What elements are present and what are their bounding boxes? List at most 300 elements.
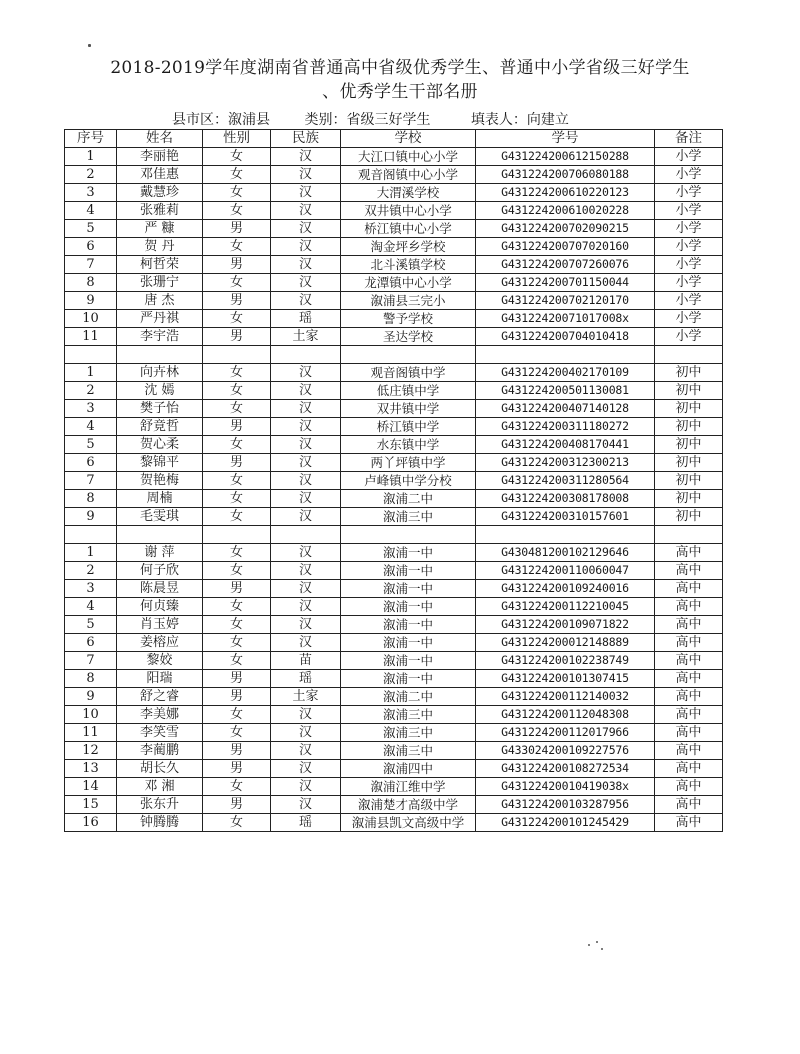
cell-gender: 男 xyxy=(203,742,271,760)
cell-index: 1 xyxy=(65,364,117,382)
document-title xyxy=(40,56,760,104)
cell-school: 溆浦一中 xyxy=(341,598,476,616)
empty-cell xyxy=(655,526,723,544)
table-row xyxy=(65,256,723,274)
cell-student-id: G431224200103287956 xyxy=(476,796,655,814)
cell-name: 阳瑞 xyxy=(117,670,203,688)
cell-index: 8 xyxy=(65,274,117,292)
cell-name: 贺艳梅 xyxy=(117,472,203,490)
cell-student-id: G431224200501130081 xyxy=(476,382,655,400)
cell-school: 双井镇中心小学 xyxy=(341,202,476,220)
cell-school: 溆浦县凯文高级中学 xyxy=(341,814,476,832)
empty-cell xyxy=(203,346,271,364)
table-row xyxy=(65,238,723,256)
cell-student-id: G431224200109071822 xyxy=(476,616,655,634)
cell-ethnicity: 汉 xyxy=(271,184,341,202)
cell-ethnicity: 汉 xyxy=(271,292,341,310)
table-row xyxy=(65,616,723,634)
student-roster-table xyxy=(64,129,723,832)
empty-cell xyxy=(341,346,476,364)
cell-remark: 小学 xyxy=(655,166,723,184)
cell-ethnicity: 汉 xyxy=(271,148,341,166)
cell-gender: 女 xyxy=(203,202,271,220)
cell-name: 舒之睿 xyxy=(117,688,203,706)
cell-index: 8 xyxy=(65,490,117,508)
table-row xyxy=(65,490,723,508)
cell-school: 低庄镇中学 xyxy=(341,382,476,400)
cell-name: 邓 湘 xyxy=(117,778,203,796)
cell-index: 3 xyxy=(65,580,117,598)
cell-ethnicity: 瑶 xyxy=(271,310,341,328)
cell-school: 大渭溪学校 xyxy=(341,184,476,202)
cell-school: 淘金坪乡学校 xyxy=(341,238,476,256)
cell-student-id: G430481200102129646 xyxy=(476,544,655,562)
scan-speck xyxy=(596,941,598,943)
cell-name: 张东升 xyxy=(117,796,203,814)
cell-remark: 高中 xyxy=(655,796,723,814)
cell-index: 2 xyxy=(65,382,117,400)
empty-cell xyxy=(117,526,203,544)
cell-student-id: G431224200402170109 xyxy=(476,364,655,382)
group-separator-row xyxy=(65,526,723,544)
cell-index: 6 xyxy=(65,238,117,256)
cell-gender: 女 xyxy=(203,310,271,328)
cell-gender: 女 xyxy=(203,544,271,562)
cell-gender: 女 xyxy=(203,562,271,580)
cell-gender: 女 xyxy=(203,148,271,166)
table-row xyxy=(65,274,723,292)
cell-remark: 高中 xyxy=(655,688,723,706)
header-student-id: 学号 xyxy=(476,130,655,148)
table-row xyxy=(65,220,723,238)
table-row xyxy=(65,472,723,490)
cell-student-id: G431224200407140128 xyxy=(476,400,655,418)
table-row xyxy=(65,310,723,328)
cell-name: 贺心柔 xyxy=(117,436,203,454)
cell-ethnicity: 汉 xyxy=(271,238,341,256)
cell-school: 溆浦江维中学 xyxy=(341,778,476,796)
cell-student-id: G431224200112048308 xyxy=(476,706,655,724)
cell-remark: 高中 xyxy=(655,742,723,760)
cell-ethnicity: 汉 xyxy=(271,400,341,418)
cell-name: 毛雯琪 xyxy=(117,508,203,526)
cell-school: 溆浦县三完小 xyxy=(341,292,476,310)
table-row xyxy=(65,544,723,562)
cell-school: 溆浦二中 xyxy=(341,490,476,508)
cell-student-id: G431224200311180272 xyxy=(476,418,655,436)
cell-gender: 男 xyxy=(203,688,271,706)
cell-ethnicity: 汉 xyxy=(271,760,341,778)
cell-index: 4 xyxy=(65,418,117,436)
table-row xyxy=(65,724,723,742)
cell-gender: 女 xyxy=(203,382,271,400)
cell-remark: 高中 xyxy=(655,634,723,652)
table-row xyxy=(65,364,723,382)
table-header-row xyxy=(65,130,723,148)
cell-remark: 高中 xyxy=(655,580,723,598)
cell-school: 龙潭镇中心小学 xyxy=(341,274,476,292)
cell-remark: 初中 xyxy=(655,400,723,418)
cell-name: 邓佳惠 xyxy=(117,166,203,184)
table-row xyxy=(65,184,723,202)
cell-name: 沈 嫣 xyxy=(117,382,203,400)
cell-remark: 小学 xyxy=(655,274,723,292)
cell-student-id: G431224200610220123 xyxy=(476,184,655,202)
cell-name: 樊子怡 xyxy=(117,400,203,418)
cell-student-id: G433024200109227576 xyxy=(476,742,655,760)
cell-school: 溆浦一中 xyxy=(341,562,476,580)
cell-ethnicity: 汉 xyxy=(271,724,341,742)
cell-school: 观音阁镇中心小学 xyxy=(341,166,476,184)
cell-gender: 女 xyxy=(203,166,271,184)
header-ethnicity: 民族 xyxy=(271,130,341,148)
cell-gender: 男 xyxy=(203,670,271,688)
cell-remark: 高中 xyxy=(655,760,723,778)
cell-ethnicity: 瑶 xyxy=(271,814,341,832)
cell-gender: 男 xyxy=(203,220,271,238)
header-name: 姓名 xyxy=(117,130,203,148)
empty-cell xyxy=(117,346,203,364)
scan-speck xyxy=(601,948,603,950)
empty-cell xyxy=(476,526,655,544)
cell-index: 5 xyxy=(65,436,117,454)
cell-index: 9 xyxy=(65,292,117,310)
cell-index: 4 xyxy=(65,598,117,616)
cell-school: 圣达学校 xyxy=(341,328,476,346)
table-row xyxy=(65,508,723,526)
header-school: 学校 xyxy=(341,130,476,148)
cell-index: 15 xyxy=(65,796,117,814)
empty-cell xyxy=(271,526,341,544)
cell-ethnicity: 汉 xyxy=(271,508,341,526)
cell-name: 严丹祺 xyxy=(117,310,203,328)
cell-student-id: G431224200408170441 xyxy=(476,436,655,454)
cell-ethnicity: 瑶 xyxy=(271,670,341,688)
cell-remark: 高中 xyxy=(655,778,723,796)
cell-name: 李蔺鹏 xyxy=(117,742,203,760)
cell-name: 胡长久 xyxy=(117,760,203,778)
cell-index: 7 xyxy=(65,472,117,490)
empty-cell xyxy=(341,526,476,544)
empty-cell xyxy=(203,526,271,544)
header-gender: 性别 xyxy=(203,130,271,148)
table-row xyxy=(65,202,723,220)
cell-remark: 小学 xyxy=(655,292,723,310)
cell-name: 周楠 xyxy=(117,490,203,508)
table-row xyxy=(65,652,723,670)
table-row xyxy=(65,328,723,346)
table-row xyxy=(65,400,723,418)
cell-index: 5 xyxy=(65,220,117,238)
table-row xyxy=(65,796,723,814)
cell-school: 溆浦一中 xyxy=(341,670,476,688)
cell-ethnicity: 土家 xyxy=(271,328,341,346)
cell-student-id: G431224200707020160 xyxy=(476,238,655,256)
cell-student-id: G431224200102238749 xyxy=(476,652,655,670)
cell-student-id: G431224200702090215 xyxy=(476,220,655,238)
cell-name: 李宇浩 xyxy=(117,328,203,346)
cell-school: 溆浦一中 xyxy=(341,544,476,562)
county-field: 县市区：溆浦县 xyxy=(172,112,270,128)
cell-name: 李丽艳 xyxy=(117,148,203,166)
cell-remark: 高中 xyxy=(655,616,723,634)
cell-school: 两丫坪镇中学 xyxy=(341,454,476,472)
cell-school: 溆浦一中 xyxy=(341,634,476,652)
cell-index: 11 xyxy=(65,724,117,742)
cell-student-id: G431224200012148889 xyxy=(476,634,655,652)
cell-school: 大江口镇中心小学 xyxy=(341,148,476,166)
cell-remark: 小学 xyxy=(655,184,723,202)
cell-gender: 女 xyxy=(203,238,271,256)
cell-index: 9 xyxy=(65,688,117,706)
cell-gender: 女 xyxy=(203,184,271,202)
cell-index: 7 xyxy=(65,256,117,274)
cell-index: 3 xyxy=(65,400,117,418)
cell-gender: 女 xyxy=(203,616,271,634)
form-meta xyxy=(172,109,569,129)
cell-remark: 初中 xyxy=(655,418,723,436)
cell-gender: 女 xyxy=(203,490,271,508)
cell-name: 张珊宁 xyxy=(117,274,203,292)
cell-gender: 男 xyxy=(203,256,271,274)
cell-remark: 小学 xyxy=(655,238,723,256)
cell-school: 双井镇中学 xyxy=(341,400,476,418)
cell-ethnicity: 汉 xyxy=(271,562,341,580)
cell-school: 卢峰镇中学分校 xyxy=(341,472,476,490)
cell-student-id: G431224200702120170 xyxy=(476,292,655,310)
title-line-2: 、优秀学生干部名册 xyxy=(322,82,478,102)
cell-student-id: G431224200112140032 xyxy=(476,688,655,706)
cell-remark: 高中 xyxy=(655,598,723,616)
cell-remark: 高中 xyxy=(655,706,723,724)
cell-school: 北斗溪镇学校 xyxy=(341,256,476,274)
cell-index: 13 xyxy=(65,760,117,778)
cell-remark: 初中 xyxy=(655,472,723,490)
cell-gender: 男 xyxy=(203,580,271,598)
cell-gender: 男 xyxy=(203,760,271,778)
cell-ethnicity: 汉 xyxy=(271,778,341,796)
cell-school: 桥江镇中心小学 xyxy=(341,220,476,238)
cell-student-id: G43122420010419038x xyxy=(476,778,655,796)
cell-gender: 男 xyxy=(203,292,271,310)
cell-ethnicity: 汉 xyxy=(271,274,341,292)
cell-student-id: G431224200109240016 xyxy=(476,580,655,598)
cell-student-id: G431224200704010418 xyxy=(476,328,655,346)
cell-student-id: G431224200707260076 xyxy=(476,256,655,274)
category-field: 类别：省级三好学生 xyxy=(304,112,431,128)
cell-gender: 男 xyxy=(203,454,271,472)
cell-school: 桥江镇中学 xyxy=(341,418,476,436)
roster-body xyxy=(65,148,723,832)
cell-remark: 高中 xyxy=(655,814,723,832)
cell-ethnicity: 汉 xyxy=(271,418,341,436)
table-row xyxy=(65,706,723,724)
cell-name: 何贞臻 xyxy=(117,598,203,616)
cell-school: 溆浦三中 xyxy=(341,724,476,742)
cell-index: 10 xyxy=(65,706,117,724)
cell-student-id: G431224200110060047 xyxy=(476,562,655,580)
cell-gender: 男 xyxy=(203,328,271,346)
cell-remark: 小学 xyxy=(655,220,723,238)
cell-ethnicity: 汉 xyxy=(271,454,341,472)
cell-index: 4 xyxy=(65,202,117,220)
cell-student-id: G431224200610020228 xyxy=(476,202,655,220)
cell-school: 溆浦三中 xyxy=(341,508,476,526)
header-remark: 备注 xyxy=(655,130,723,148)
table-row xyxy=(65,670,723,688)
table-row xyxy=(65,778,723,796)
header-index: 序号 xyxy=(65,130,117,148)
cell-ethnicity: 汉 xyxy=(271,580,341,598)
cell-school: 观音阁镇中学 xyxy=(341,364,476,382)
scan-speck xyxy=(88,44,91,47)
cell-ethnicity: 汉 xyxy=(271,616,341,634)
table-row xyxy=(65,688,723,706)
cell-ethnicity: 汉 xyxy=(271,742,341,760)
scan-speck xyxy=(588,944,590,946)
cell-ethnicity: 汉 xyxy=(271,220,341,238)
table-row xyxy=(65,454,723,472)
cell-ethnicity: 汉 xyxy=(271,490,341,508)
cell-index: 1 xyxy=(65,148,117,166)
cell-ethnicity: 汉 xyxy=(271,544,341,562)
cell-gender: 女 xyxy=(203,778,271,796)
cell-remark: 初中 xyxy=(655,454,723,472)
cell-name: 陈晨昱 xyxy=(117,580,203,598)
cell-ethnicity: 汉 xyxy=(271,706,341,724)
cell-remark: 小学 xyxy=(655,202,723,220)
cell-index: 6 xyxy=(65,454,117,472)
cell-student-id: G431224200310157601 xyxy=(476,508,655,526)
cell-index: 5 xyxy=(65,616,117,634)
cell-remark: 小学 xyxy=(655,328,723,346)
cell-ethnicity: 汉 xyxy=(271,202,341,220)
cell-remark: 高中 xyxy=(655,544,723,562)
empty-cell xyxy=(655,346,723,364)
table-row xyxy=(65,598,723,616)
cell-ethnicity: 汉 xyxy=(271,382,341,400)
cell-name: 柯哲荣 xyxy=(117,256,203,274)
cell-gender: 女 xyxy=(203,814,271,832)
cell-remark: 高中 xyxy=(655,562,723,580)
cell-student-id: G431224200312300213 xyxy=(476,454,655,472)
cell-name: 贺 丹 xyxy=(117,238,203,256)
table-row xyxy=(65,166,723,184)
cell-name: 张雅莉 xyxy=(117,202,203,220)
cell-school: 溆浦楚才高级中学 xyxy=(341,796,476,814)
cell-index: 14 xyxy=(65,778,117,796)
cell-student-id: G431224200701150044 xyxy=(476,274,655,292)
cell-name: 严 糠 xyxy=(117,220,203,238)
group-separator-row xyxy=(65,346,723,364)
cell-gender: 女 xyxy=(203,598,271,616)
cell-student-id: G431224200101245429 xyxy=(476,814,655,832)
cell-name: 姜榕应 xyxy=(117,634,203,652)
cell-remark: 初中 xyxy=(655,382,723,400)
cell-name: 黎锦平 xyxy=(117,454,203,472)
cell-remark: 小学 xyxy=(655,310,723,328)
table-row xyxy=(65,742,723,760)
filler-field: 填表人：向建立 xyxy=(470,112,569,128)
cell-school: 溆浦三中 xyxy=(341,742,476,760)
cell-student-id: G431224200112210045 xyxy=(476,598,655,616)
cell-gender: 女 xyxy=(203,274,271,292)
cell-ethnicity: 汉 xyxy=(271,436,341,454)
cell-index: 2 xyxy=(65,562,117,580)
cell-name: 黎姣 xyxy=(117,652,203,670)
cell-name: 钟腾腾 xyxy=(117,814,203,832)
cell-school: 水东镇中学 xyxy=(341,436,476,454)
cell-remark: 初中 xyxy=(655,490,723,508)
cell-school: 溆浦一中 xyxy=(341,616,476,634)
cell-gender: 女 xyxy=(203,508,271,526)
table-row xyxy=(65,382,723,400)
cell-school: 警予学校 xyxy=(341,310,476,328)
cell-gender: 女 xyxy=(203,436,271,454)
cell-gender: 女 xyxy=(203,724,271,742)
table-row xyxy=(65,634,723,652)
empty-cell xyxy=(271,346,341,364)
table-row xyxy=(65,580,723,598)
cell-name: 李美娜 xyxy=(117,706,203,724)
cell-index: 2 xyxy=(65,166,117,184)
cell-ethnicity: 汉 xyxy=(271,598,341,616)
cell-gender: 女 xyxy=(203,706,271,724)
cell-ethnicity: 汉 xyxy=(271,364,341,382)
cell-index: 11 xyxy=(65,328,117,346)
cell-school: 溆浦一中 xyxy=(341,580,476,598)
cell-remark: 小学 xyxy=(655,148,723,166)
cell-remark: 初中 xyxy=(655,364,723,382)
cell-remark: 高中 xyxy=(655,724,723,742)
empty-cell xyxy=(65,346,117,364)
table-row xyxy=(65,418,723,436)
cell-ethnicity: 苗 xyxy=(271,652,341,670)
cell-student-id: G431224200108272534 xyxy=(476,760,655,778)
cell-ethnicity: 汉 xyxy=(271,472,341,490)
cell-name: 唐 杰 xyxy=(117,292,203,310)
cell-remark: 高中 xyxy=(655,652,723,670)
title-line-1: 2018-2019学年度湖南省普通高中省级优秀学生、普通中小学省级三好学生 xyxy=(110,58,690,78)
cell-name: 向卉林 xyxy=(117,364,203,382)
cell-ethnicity: 土家 xyxy=(271,688,341,706)
table-row xyxy=(65,436,723,454)
cell-name: 谢 萍 xyxy=(117,544,203,562)
cell-student-id: G431224200101307415 xyxy=(476,670,655,688)
cell-name: 舒竟哲 xyxy=(117,418,203,436)
cell-school: 溆浦一中 xyxy=(341,652,476,670)
cell-ethnicity: 汉 xyxy=(271,256,341,274)
cell-remark: 初中 xyxy=(655,436,723,454)
cell-index: 16 xyxy=(65,814,117,832)
cell-ethnicity: 汉 xyxy=(271,634,341,652)
empty-cell xyxy=(476,346,655,364)
cell-gender: 女 xyxy=(203,472,271,490)
cell-gender: 女 xyxy=(203,652,271,670)
cell-school: 溆浦三中 xyxy=(341,706,476,724)
table-row xyxy=(65,562,723,580)
empty-cell xyxy=(65,526,117,544)
cell-gender: 男 xyxy=(203,796,271,814)
cell-school: 溆浦四中 xyxy=(341,760,476,778)
cell-student-id: G431224200112017966 xyxy=(476,724,655,742)
cell-index: 6 xyxy=(65,634,117,652)
cell-school: 溆浦二中 xyxy=(341,688,476,706)
cell-index: 1 xyxy=(65,544,117,562)
cell-student-id: G431224200612150288 xyxy=(476,148,655,166)
cell-index: 8 xyxy=(65,670,117,688)
cell-gender: 女 xyxy=(203,364,271,382)
